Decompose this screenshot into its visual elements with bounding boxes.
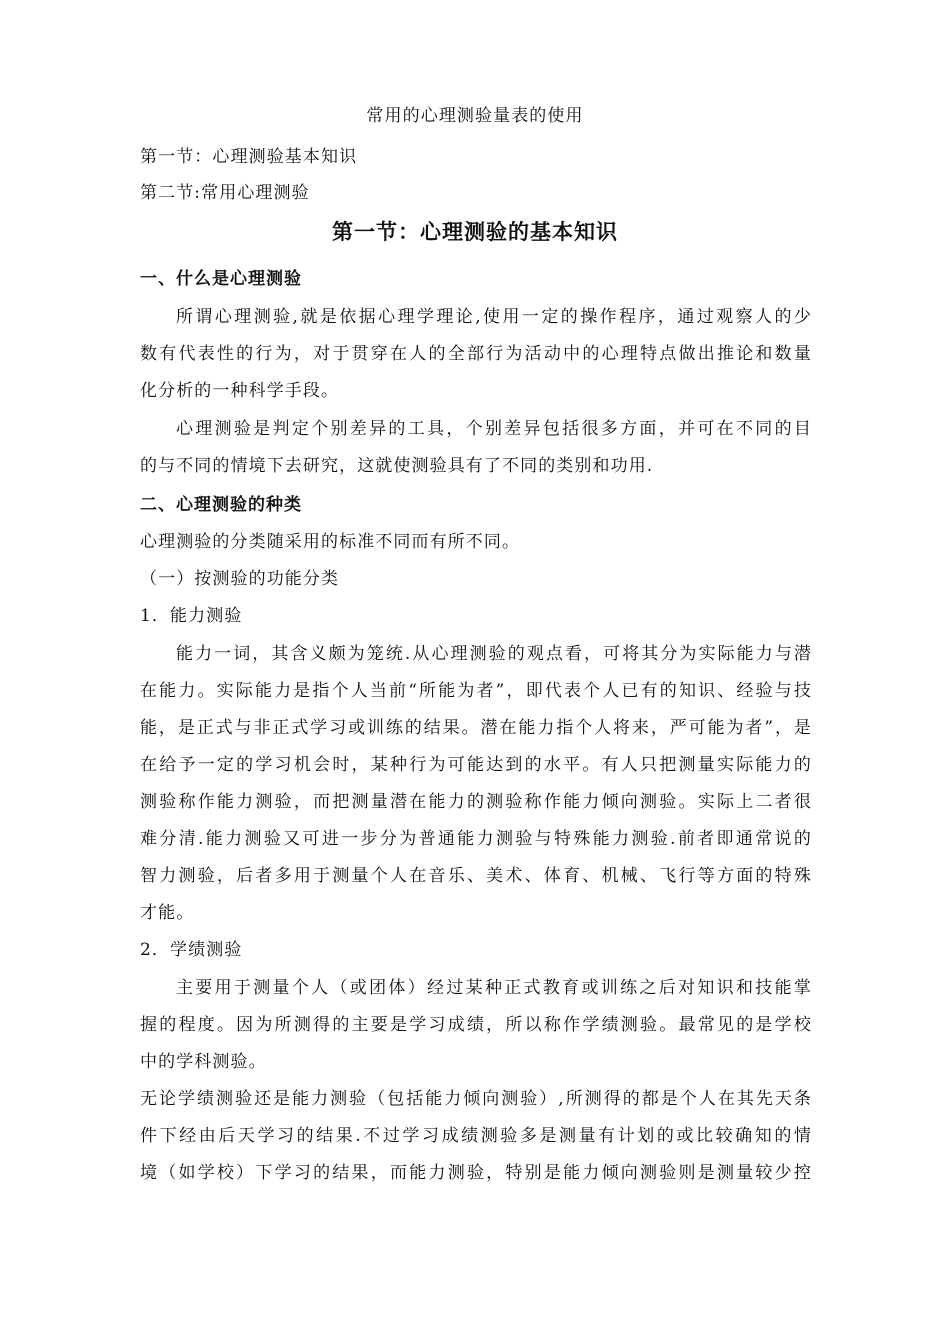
types-intro: 心理测验的分类随采用的标准不同而有所不同。 <box>140 532 521 552</box>
paragraph-line: 境（如学校）下学习的结果，而能力测验，特别是能力倾向测验则是测量较少控 <box>140 1163 812 1183</box>
paragraph-line: 测验称作能力测验，而把测量潜在能力的测验称作能力倾向测验。实际上二者很 <box>140 792 812 812</box>
toc-item-section-2: 第二节:常用心理测验 <box>140 183 310 203</box>
toc-item-section-1: 第一节：心理测验基本知识 <box>140 147 358 167</box>
paragraph-line: 智力测验，后者多用于测量个人在音乐、美术、体育、机械、飞行等方面的特殊 <box>140 866 812 886</box>
paragraph-line: 主要用于测量个人（或团体）经过某种正式教育或训练之后对知识和技能掌 <box>176 978 812 998</box>
paragraph-line: 能，是正式与非正式学习或训练的结果。潜在能力指个人将来，严可能为者”，是 <box>140 718 812 738</box>
paragraph-line: 能力一词，其含义颇为笼统.从心理测验的观点看，可将其分为实际能力与潜 <box>176 644 812 664</box>
paragraph-line: 在能力。实际能力是指个人当前“所能为者”，即代表个人已有的知识、经验与技 <box>140 681 812 701</box>
paragraph-line: 难分清.能力测验又可进一步分为普通能力测验与特殊能力测验.前者即通常说的 <box>140 829 812 849</box>
item-achievement-test: 2．学绩测验 <box>140 940 243 960</box>
paragraph-line: 的与不同的情境下去研究，这就使测验具有了不同的类别和功用. <box>140 456 654 476</box>
document-title: 常用的心理测验量表的使用 <box>366 106 584 126</box>
paragraph-line: 化分析的一种科学手段。 <box>140 381 340 401</box>
paragraph-line: 才能。 <box>140 903 195 923</box>
paragraph-line: 数有代表性的行为，对于贯穿在人的全部行为活动中的心理特点做出推论和数量 <box>140 344 812 364</box>
paragraph-line: 在给予一定的学习机会时，某种行为可能达到的水平。有人只把测量实际能力的 <box>140 755 812 775</box>
section-heading: 第一节：心理测验的基本知识 <box>332 220 618 244</box>
paragraph-line: 中的学科测验。 <box>140 1052 267 1072</box>
subheading-by-function: （一）按测验的功能分类 <box>140 569 340 589</box>
paragraph-line: 握的程度。因为所测得的主要是学习成绩，所以称作学绩测验。最常见的是学校 <box>140 1015 812 1035</box>
item-ability-test: 1．能力测验 <box>140 606 243 626</box>
heading-test-types: 二、心理测验的种类 <box>140 495 302 515</box>
heading-what-is-test: 一、什么是心理测验 <box>140 269 302 289</box>
paragraph-line: 所谓心理测验,就是依据心理学理论,使用一定的操作程序，通过观察人的少 <box>176 307 812 327</box>
paragraph-line: 无论学绩测验还是能力测验（包括能力倾向测验）,所测得的都是个人在其先天条 <box>140 1089 812 1109</box>
paragraph-line: 件下经由后天学习的结果.不过学习成绩测验多是测量有计划的或比较确知的情 <box>140 1126 812 1146</box>
paragraph-line: 心理测验是判定个别差异的工具，个别差异包括很多方面，并可在不同的目 <box>176 419 812 439</box>
